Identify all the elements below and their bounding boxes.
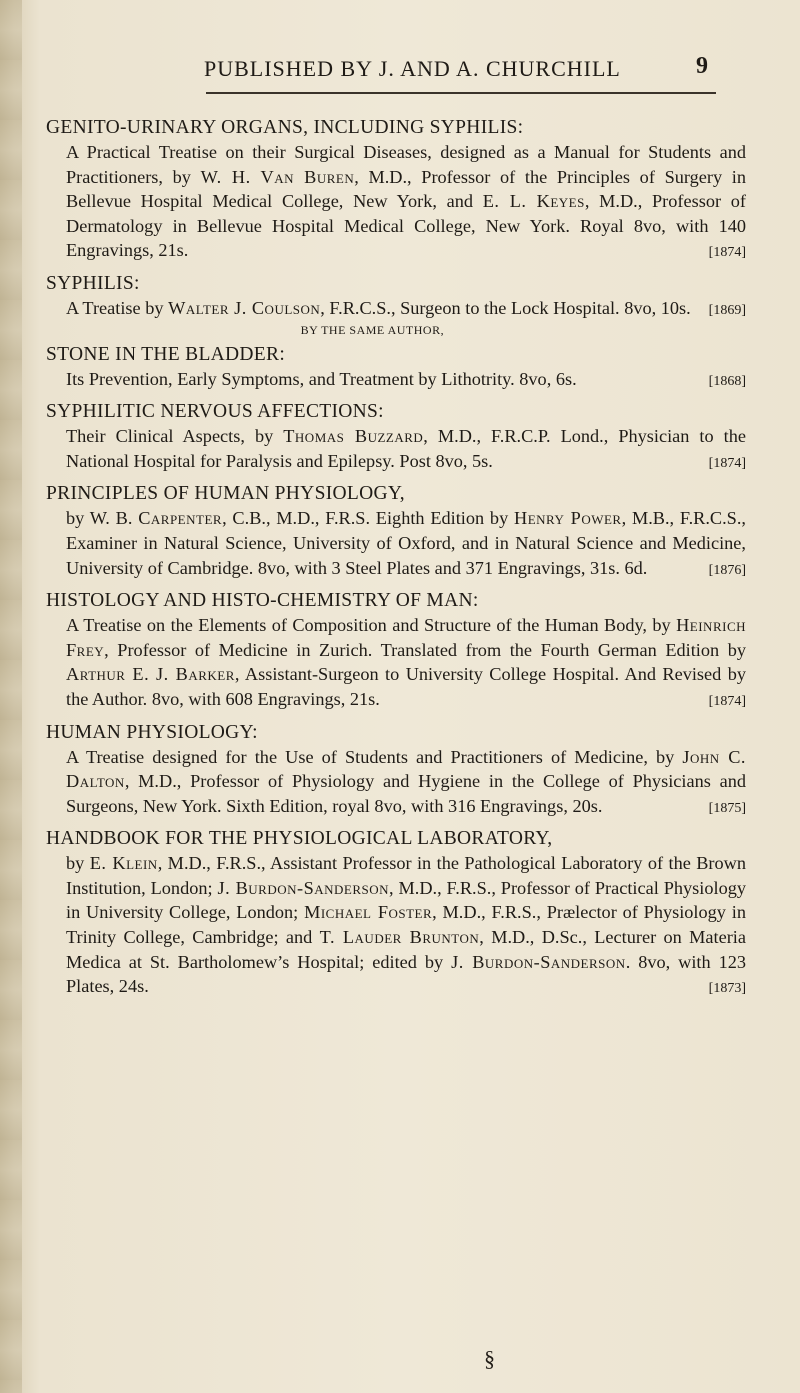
author-name: Michael Foster — [304, 902, 433, 923]
entry-description: Its Prevention, Early Symptoms, and Treatment by Lithotrity. 8vo, 6s. [1868] — [66, 367, 746, 392]
entry-title: SYPHILITIC NERVOUS AFFECTIONS: — [46, 401, 384, 423]
entry-description: by W. B. Carpenter, C.B., M.D., F.R.S. Eighth Edition by Henry Power, M.B., F.R.C.S., Examiner in Natural Science, University of Oxford, and in Natural Science and Medicine, University of Cambridge. 8vo, with 3 Steel Plates and 371 Engravings, 31s. 6d. [1876] — [66, 506, 746, 580]
publication-year: [1874] — [708, 455, 746, 471]
entry-title: HUMAN PHYSIOLOGY: — [46, 721, 258, 743]
author-name: Carpenter — [138, 508, 223, 529]
publication-year: [1873] — [708, 981, 746, 997]
catalogue-entry — [46, 399, 746, 473]
catalogue-entry — [46, 481, 746, 580]
author-name: John C. Dalton — [66, 746, 746, 792]
publication-year: [1869] — [708, 302, 746, 318]
publication-year: [1875] — [708, 800, 746, 816]
entry-title: SYPHILIS: — [46, 272, 140, 294]
author-name: Heinrich Frey — [66, 615, 746, 660]
author-name: Thomas Buzzard — [283, 426, 424, 447]
entry-title: HANDBOOK FOR THE PHYSIOLOGICAL LABORATORY, — [46, 828, 553, 850]
catalogue-entry — [46, 342, 746, 392]
same-author-note: BY THE SAME AUTHOR, — [300, 322, 445, 337]
header-rule — [206, 92, 716, 94]
entry-description: A Treatise by Walter J. Coulson, F.R.C.S., Surgeon to the Lock Hospital. 8vo, 10s. [1869] — [66, 296, 746, 321]
publication-year: [1874] — [708, 245, 746, 261]
entry-description: A Treatise designed for the Use of Students and Practitioners of Medicine, by John C. Dalton, M.D., Professor of Physiology and Hygiene in the College of Physicians and Surgeons, New York. Sixth Edition, royal 8vo, with 316 Engravings, 20s. [1875] — [66, 745, 746, 819]
catalogue-entry — [46, 720, 746, 819]
catalogue-entry — [46, 588, 746, 711]
publication-year: [1874] — [708, 693, 746, 709]
catalogue-entry — [46, 826, 746, 999]
entry-title: PRINCIPLES OF HUMAN PHYSIOLOGY, — [46, 483, 405, 505]
entry-description: Their Clinical Aspects, by Thomas Buzzard, M.D., F.R.C.P. Lond., Physician to the National Hospital for Paralysis and Epilepsy. Post 8vo, 5s. [1874] — [66, 424, 746, 473]
author-name: Henry Power — [514, 508, 622, 529]
author-name: Arthur E. J. Barker — [66, 664, 235, 685]
entry-description: A Treatise on the Elements of Composition and Structure of the Human Body, by Heinrich Frey, Professor of Medicine in Zurich. Translated from the Fourth German Edition by Arthur E. J. Barker, Assistant-Surgeon to University College Hospital. And Revised by the Author. 8vo, with 608 Engravings, 21s. [1874] — [66, 613, 746, 711]
author-name: T. Lauder Brunton — [319, 927, 480, 948]
entry-title: STONE IN THE BLADDER: — [46, 343, 286, 365]
catalogue-listing — [46, 115, 746, 1007]
author-name: Walter J. Coulson — [168, 297, 321, 318]
page-number: 9 — [696, 53, 708, 79]
publication-year: [1868] — [708, 373, 746, 389]
entry-title: HISTOLOGY AND HISTO-CHEMISTRY OF MAN: — [46, 590, 479, 612]
entry-description: by E. Klein, M.D., F.R.S., Assistant Professor in the Pathological Laboratory of the Brown Institution, London; J. Burdon-Sanderson, M.D., F.R.S., Professor of Practical Physiology in University College, London; Michael Foster, M.D., F.R.S., Prælector of Physiology in Trinity College, Cambridge; and T. Lauder Brunton, M.D., D.Sc., Lecturer on Materia Medica at St. Bartholomew’s Hospital; edited by J. Burdon-Sanderson. 8vo, with 123 Plates, 24s. [1873] — [66, 851, 746, 999]
entry-description: A Practical Treatise on their Surgical Diseases, designed as a Manual for Students and Practitioners, by W. H. Van Buren, M.D., Professor of the Principles of Surgery in Bellevue Hospital Medical College, New York, and E. L. Keyes, M.D., Professor of Dermatology in Bellevue Hospital Medical College, New York. Royal 8vo, with 140 Engravings, 21s. [1874] — [66, 140, 746, 263]
author-name: J. Burdon-Sanderson — [451, 951, 626, 972]
catalogue-entry — [46, 271, 746, 321]
author-name: E. Klein — [89, 853, 158, 874]
publication-year: [1876] — [708, 562, 746, 578]
entry-title: GENITO-URINARY ORGANS, INCLUDING SYPHILIS: — [46, 117, 524, 138]
author-name: E. L. Keyes — [482, 191, 585, 212]
signature-mark: § — [484, 1346, 495, 1371]
catalogue-entry — [46, 115, 746, 263]
author-name: W. H. Van Buren — [200, 166, 355, 187]
author-name: J. Burdon-Sanderson — [217, 877, 390, 898]
binding-shadow — [0, 0, 22, 1393]
running-head: PUBLISHED BY J. AND A. CHURCHILL — [204, 56, 621, 81]
